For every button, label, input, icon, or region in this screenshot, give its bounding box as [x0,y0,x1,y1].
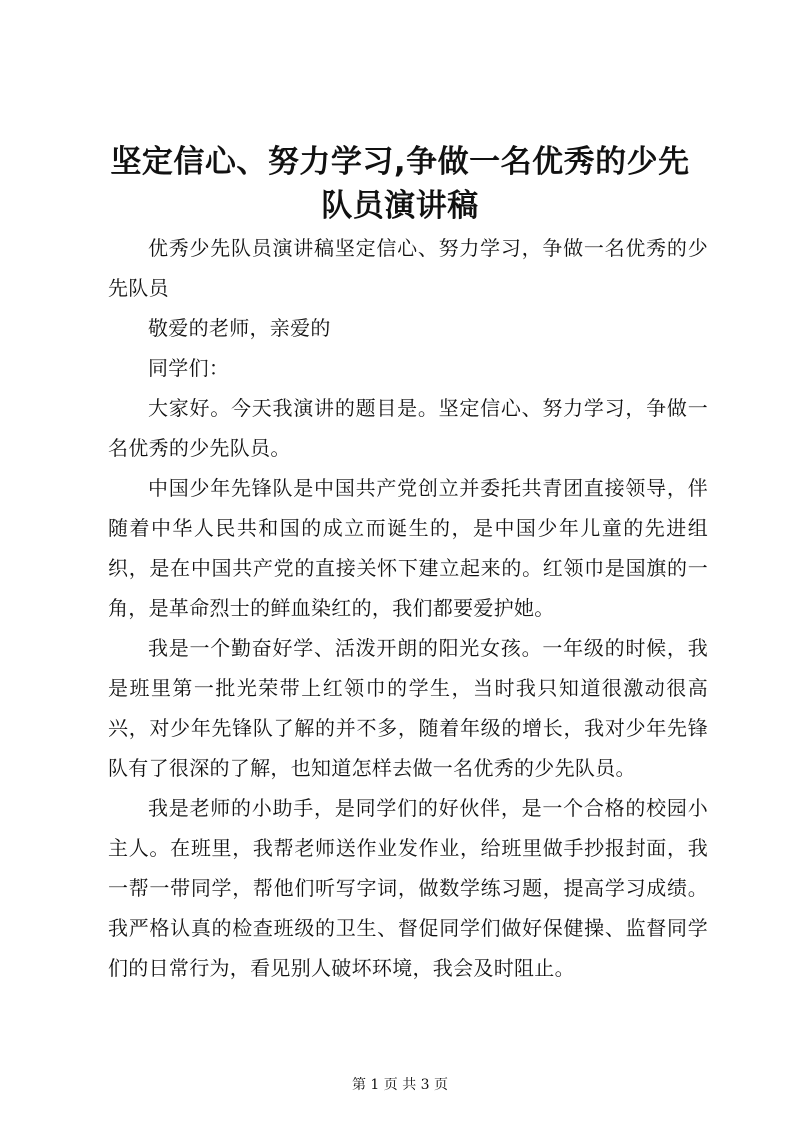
paragraph: 优秀少先队员演讲稿坚定信心、努力学习，争做一名优秀的少先队员 [108,236,708,300]
paragraph: 我是一个勤奋好学、活泼开朗的阳光女孩。一年级的时候，我是班里第一批光荣带上红领巾的学生，当时我只知道很激动很高兴，对少年先锋队了解的并不多，随着年级的增长，我对少年先锋队有了很深的了解，也知道怎样去做一名优秀的少先队员。 [108,636,708,780]
document-body [108,228,708,988]
document-title: 坚定信心、努力学习,争做一名优秀的少先队员演讲稿 [110,144,690,224]
paragraph: 同学们： [148,356,230,380]
paragraph: 大家好。今天我演讲的题目是。坚定信心、努力学习，争做一名优秀的少先队员。 [108,396,708,460]
page-footer: 第 1 页 共 3 页 [351,1077,449,1093]
paragraph: 我是老师的小助手，是同学们的好伙伴，是一个合格的校园小主人。在班里，我帮老师送作业发作业，给班里做手抄报封面，我一帮一带同学，帮他们听写字词，做数学练习题，提高学习成绩。我严格认真的检查班级的卫生、督促同学们做好保健操、监督同学们的日常行为，看见别人破坏环境，我会及时阻止。 [108,796,708,980]
paragraph: 敬爱的老师，亲爱的 [148,316,331,340]
paragraph: 中国少年先锋队是中国共产党创立并委托共青团直接领导，伴随着中华人民共和国的成立而诞生的，是中国少年儿童的先进组织，是在中国共产党的直接关怀下建立起来的。红领巾是国旗的一角，是革命烈士的鲜血染红的，我们都要爱护她。 [108,476,708,620]
